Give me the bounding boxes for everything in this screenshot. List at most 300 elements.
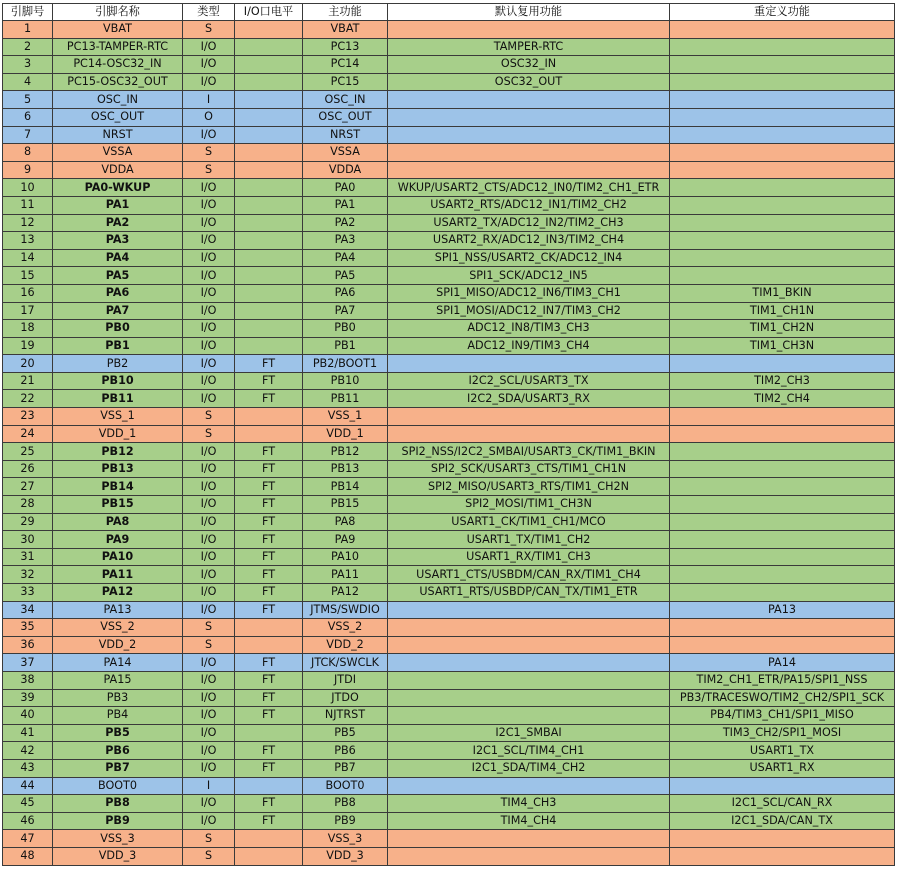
table-row [3, 302, 895, 320]
remap-function-cell [670, 636, 895, 654]
pin-number-cell: 7 [3, 126, 53, 144]
type-cell: I/O [183, 126, 235, 144]
table-row [3, 654, 895, 672]
remap-function-cell [670, 425, 895, 443]
pin-name-cell: PC13-TAMPER-RTC [53, 38, 183, 56]
table-row [3, 161, 895, 179]
pin-number-cell: 3 [3, 56, 53, 74]
io-level-cell: FT [235, 478, 303, 496]
default-alt-function-cell [388, 847, 670, 865]
default-alt-function-cell: WKUP/USART2_CTS/ADC12_IN0/TIM2_CH1_ETR [388, 179, 670, 197]
remap-function-cell [670, 478, 895, 496]
type-cell: I/O [183, 548, 235, 566]
main-function-cell: NJTRST [303, 707, 388, 725]
main-function-cell: PA8 [303, 513, 388, 531]
remap-function-cell [670, 443, 895, 461]
default-alt-function-cell: SPI2_NSS/I2C2_SMBAI/USART3_CK/TIM1_BKIN [388, 443, 670, 461]
table-row [3, 56, 895, 74]
main-function-cell: VSS_2 [303, 619, 388, 637]
main-function-cell: OSC_OUT [303, 108, 388, 126]
pin-number-cell: 35 [3, 619, 53, 637]
type-cell: I/O [183, 320, 235, 338]
io-level-cell [235, 425, 303, 443]
io-level-cell [235, 38, 303, 56]
type-cell: I/O [183, 601, 235, 619]
default-alt-function-cell: SPI2_MOSI/TIM1_CH3N [388, 496, 670, 514]
table-row [3, 337, 895, 355]
table-row [3, 408, 895, 426]
remap-function-cell [670, 73, 895, 91]
io-level-cell: FT [235, 390, 303, 408]
io-level-cell [235, 73, 303, 91]
main-function-cell: PA10 [303, 548, 388, 566]
remap-function-cell: TIM2_CH3 [670, 372, 895, 390]
pin-number-cell: 48 [3, 847, 53, 865]
pin-name-cell: PB12 [53, 443, 183, 461]
io-level-cell [235, 214, 303, 232]
main-function-cell: VSS_1 [303, 408, 388, 426]
default-alt-function-cell: USART1_CK/TIM1_CH1/MCO [388, 513, 670, 531]
io-level-cell [235, 91, 303, 109]
pin-name-cell: VSS_2 [53, 619, 183, 637]
table-row [3, 443, 895, 461]
type-cell: I/O [183, 355, 235, 373]
table-row [3, 320, 895, 338]
default-alt-function-cell: OSC32_OUT [388, 73, 670, 91]
default-alt-function-cell [388, 777, 670, 795]
pin-name-cell: PB6 [53, 742, 183, 760]
main-function-cell: PB10 [303, 372, 388, 390]
pin-number-cell: 18 [3, 320, 53, 338]
table-row [3, 707, 895, 725]
io-level-cell: FT [235, 812, 303, 830]
table-row [3, 355, 895, 373]
pin-number-cell: 9 [3, 161, 53, 179]
header-pin-name: 引脚名称 [53, 4, 183, 21]
default-alt-function-cell [388, 619, 670, 637]
io-level-cell [235, 126, 303, 144]
type-cell: I/O [183, 232, 235, 250]
default-alt-function-cell: USART1_TX/TIM1_CH2 [388, 531, 670, 549]
main-function-cell: PA3 [303, 232, 388, 250]
io-level-cell [235, 302, 303, 320]
header-type: 类型 [183, 4, 235, 21]
default-alt-function-cell [388, 425, 670, 443]
io-level-cell [235, 284, 303, 302]
pin-number-cell: 39 [3, 689, 53, 707]
table-row [3, 548, 895, 566]
pin-number-cell: 12 [3, 214, 53, 232]
type-cell: I/O [183, 372, 235, 390]
default-alt-function-cell [388, 671, 670, 689]
io-level-cell: FT [235, 707, 303, 725]
type-cell: I/O [183, 179, 235, 197]
main-function-cell: PB2/BOOT1 [303, 355, 388, 373]
table-row [3, 267, 895, 285]
default-alt-function-cell [388, 144, 670, 162]
main-function-cell: VBAT [303, 21, 388, 39]
default-alt-function-cell: SPI2_SCK/USART3_CTS/TIM1_CH1N [388, 460, 670, 478]
default-alt-function-cell [388, 21, 670, 39]
main-function-cell: VSS_3 [303, 830, 388, 848]
default-alt-function-cell: ADC12_IN8/TIM3_CH3 [388, 320, 670, 338]
type-cell: S [183, 425, 235, 443]
main-function-cell: VDDA [303, 161, 388, 179]
type-cell: I/O [183, 513, 235, 531]
pin-name-cell: PB5 [53, 724, 183, 742]
pin-name-cell: PA6 [53, 284, 183, 302]
io-level-cell: FT [235, 531, 303, 549]
pin-number-cell: 29 [3, 513, 53, 531]
remap-function-cell [670, 777, 895, 795]
type-cell: I/O [183, 56, 235, 74]
default-alt-function-cell: USART1_RX/TIM1_CH3 [388, 548, 670, 566]
type-cell: I/O [183, 73, 235, 91]
default-alt-function-cell [388, 408, 670, 426]
table-row [3, 795, 895, 813]
default-alt-function-cell [388, 355, 670, 373]
remap-function-cell [670, 232, 895, 250]
type-cell: S [183, 830, 235, 848]
pin-name-cell: PB13 [53, 460, 183, 478]
type-cell: I/O [183, 795, 235, 813]
table-row [3, 21, 895, 39]
remap-function-cell [670, 830, 895, 848]
pin-number-cell: 20 [3, 355, 53, 373]
pin-name-cell: NRST [53, 126, 183, 144]
table-row [3, 619, 895, 637]
remap-function-cell: I2C1_SCL/CAN_RX [670, 795, 895, 813]
pin-number-cell: 36 [3, 636, 53, 654]
pin-number-cell: 32 [3, 566, 53, 584]
default-alt-function-cell: USART2_TX/ADC12_IN2/TIM2_CH3 [388, 214, 670, 232]
type-cell: I/O [183, 654, 235, 672]
table-row [3, 390, 895, 408]
table-row [3, 689, 895, 707]
io-level-cell [235, 619, 303, 637]
remap-function-cell: TIM2_CH4 [670, 390, 895, 408]
type-cell: I/O [183, 496, 235, 514]
io-level-cell: FT [235, 355, 303, 373]
main-function-cell: PC15 [303, 73, 388, 91]
pin-name-cell: VSSA [53, 144, 183, 162]
type-cell: I/O [183, 742, 235, 760]
pin-number-cell: 38 [3, 671, 53, 689]
default-alt-function-cell: ADC12_IN9/TIM3_CH4 [388, 337, 670, 355]
table-row [3, 830, 895, 848]
pin-name-cell: PA9 [53, 531, 183, 549]
pin-name-cell: PB7 [53, 759, 183, 777]
io-level-cell [235, 830, 303, 848]
io-level-cell [235, 196, 303, 214]
type-cell: I/O [183, 531, 235, 549]
type-cell: I/O [183, 443, 235, 461]
main-function-cell: PA6 [303, 284, 388, 302]
type-cell: I [183, 91, 235, 109]
type-cell: I/O [183, 566, 235, 584]
main-function-cell: PA1 [303, 196, 388, 214]
pin-name-cell: PA12 [53, 584, 183, 602]
default-alt-function-cell [388, 126, 670, 144]
type-cell: I/O [183, 460, 235, 478]
pin-number-cell: 45 [3, 795, 53, 813]
io-level-cell [235, 108, 303, 126]
remap-function-cell [670, 584, 895, 602]
type-cell: S [183, 636, 235, 654]
main-function-cell: PA11 [303, 566, 388, 584]
remap-function-cell [670, 496, 895, 514]
pin-number-cell: 33 [3, 584, 53, 602]
remap-function-cell: USART1_RX [670, 759, 895, 777]
io-level-cell: FT [235, 654, 303, 672]
default-alt-function-cell: SPI1_NSS/USART2_CK/ADC12_IN4 [388, 249, 670, 267]
remap-function-cell: PB4/TIM3_CH1/SPI1_MISO [670, 707, 895, 725]
pin-name-cell: PC15-OSC32_OUT [53, 73, 183, 91]
main-function-cell: PA2 [303, 214, 388, 232]
remap-function-cell [670, 56, 895, 74]
pin-name-cell: PB10 [53, 372, 183, 390]
default-alt-function-cell [388, 601, 670, 619]
main-function-cell: PA4 [303, 249, 388, 267]
type-cell: I/O [183, 724, 235, 742]
main-function-cell: NRST [303, 126, 388, 144]
default-alt-function-cell [388, 636, 670, 654]
pin-name-cell: VDD_3 [53, 847, 183, 865]
remap-function-cell [670, 619, 895, 637]
table-row [3, 671, 895, 689]
table-row [3, 777, 895, 795]
remap-function-cell [670, 214, 895, 232]
main-function-cell: BOOT0 [303, 777, 388, 795]
pin-number-cell: 41 [3, 724, 53, 742]
pin-name-cell: PB14 [53, 478, 183, 496]
io-level-cell [235, 408, 303, 426]
main-function-cell: JTDI [303, 671, 388, 689]
table-row [3, 144, 895, 162]
default-alt-function-cell: I2C1_SDA/TIM4_CH2 [388, 759, 670, 777]
remap-function-cell: USART1_TX [670, 742, 895, 760]
pin-number-cell: 24 [3, 425, 53, 443]
default-alt-function-cell: I2C2_SCL/USART3_TX [388, 372, 670, 390]
pin-name-cell: VDD_1 [53, 425, 183, 443]
header-main-function: 主功能 [303, 4, 388, 21]
io-level-cell: FT [235, 372, 303, 390]
pin-definition-table [2, 3, 895, 866]
pin-number-cell: 46 [3, 812, 53, 830]
pin-number-cell: 34 [3, 601, 53, 619]
main-function-cell: PB11 [303, 390, 388, 408]
io-level-cell [235, 144, 303, 162]
default-alt-function-cell [388, 707, 670, 725]
remap-function-cell [670, 196, 895, 214]
header-default-alt-function: 默认复用功能 [388, 4, 670, 21]
pin-number-cell: 19 [3, 337, 53, 355]
main-function-cell: PB5 [303, 724, 388, 742]
pin-number-cell: 8 [3, 144, 53, 162]
pin-name-cell: PC14-OSC32_IN [53, 56, 183, 74]
pin-name-cell: PA8 [53, 513, 183, 531]
type-cell: I/O [183, 759, 235, 777]
default-alt-function-cell: TIM4_CH4 [388, 812, 670, 830]
remap-function-cell [670, 531, 895, 549]
pin-name-cell: PA3 [53, 232, 183, 250]
table-row [3, 584, 895, 602]
pin-number-cell: 26 [3, 460, 53, 478]
io-level-cell [235, 267, 303, 285]
main-function-cell: PB1 [303, 337, 388, 355]
remap-function-cell [670, 460, 895, 478]
table-row [3, 108, 895, 126]
main-function-cell: JTMS/SWDIO [303, 601, 388, 619]
type-cell: I/O [183, 267, 235, 285]
default-alt-function-cell [388, 830, 670, 848]
main-function-cell: PC13 [303, 38, 388, 56]
header-remap-function: 重定义功能 [670, 4, 895, 21]
default-alt-function-cell: I2C2_SDA/USART3_RX [388, 390, 670, 408]
pin-number-cell: 15 [3, 267, 53, 285]
table-row [3, 126, 895, 144]
default-alt-function-cell: USART1_CTS/USBDM/CAN_RX/TIM1_CH4 [388, 566, 670, 584]
table-row [3, 249, 895, 267]
table-row [3, 601, 895, 619]
remap-function-cell [670, 548, 895, 566]
pin-number-cell: 13 [3, 232, 53, 250]
type-cell: I/O [183, 337, 235, 355]
pin-number-cell: 23 [3, 408, 53, 426]
type-cell: I/O [183, 249, 235, 267]
remap-function-cell: TIM1_CH3N [670, 337, 895, 355]
pin-name-cell: PA1 [53, 196, 183, 214]
table-row [3, 513, 895, 531]
pin-name-cell: PB8 [53, 795, 183, 813]
pin-number-cell: 6 [3, 108, 53, 126]
io-level-cell [235, 232, 303, 250]
pin-number-cell: 31 [3, 548, 53, 566]
pin-number-cell: 11 [3, 196, 53, 214]
default-alt-function-cell: SPI2_MISO/USART3_RTS/TIM1_CH2N [388, 478, 670, 496]
remap-function-cell [670, 38, 895, 56]
table-row [3, 425, 895, 443]
type-cell: I/O [183, 390, 235, 408]
io-level-cell: FT [235, 795, 303, 813]
main-function-cell: PA12 [303, 584, 388, 602]
pin-number-cell: 40 [3, 707, 53, 725]
main-function-cell: PB9 [303, 812, 388, 830]
default-alt-function-cell [388, 689, 670, 707]
io-level-cell [235, 179, 303, 197]
io-level-cell: FT [235, 513, 303, 531]
remap-function-cell: TIM2_CH1_ETR/PA15/SPI1_NSS [670, 671, 895, 689]
pin-number-cell: 42 [3, 742, 53, 760]
default-alt-function-cell: TIM4_CH3 [388, 795, 670, 813]
pin-number-cell: 22 [3, 390, 53, 408]
pin-number-cell: 28 [3, 496, 53, 514]
pin-number-cell: 1 [3, 21, 53, 39]
remap-function-cell: PA14 [670, 654, 895, 672]
io-level-cell [235, 249, 303, 267]
type-cell: I/O [183, 812, 235, 830]
pin-number-cell: 5 [3, 91, 53, 109]
default-alt-function-cell [388, 91, 670, 109]
table-row [3, 496, 895, 514]
remap-function-cell [670, 267, 895, 285]
remap-function-cell [670, 179, 895, 197]
remap-function-cell [670, 847, 895, 865]
remap-function-cell [670, 566, 895, 584]
default-alt-function-cell: OSC32_IN [388, 56, 670, 74]
pin-name-cell: PB11 [53, 390, 183, 408]
table-row [3, 73, 895, 91]
remap-function-cell: I2C1_SDA/CAN_TX [670, 812, 895, 830]
io-level-cell: FT [235, 584, 303, 602]
table-row [3, 38, 895, 56]
table-row [3, 531, 895, 549]
default-alt-function-cell: SPI1_MISO/ADC12_IN6/TIM3_CH1 [388, 284, 670, 302]
header-io-level: I/O口电平 [235, 4, 303, 21]
main-function-cell: PB12 [303, 443, 388, 461]
pin-name-cell: VSS_3 [53, 830, 183, 848]
main-function-cell: PB7 [303, 759, 388, 777]
pin-name-cell: PB3 [53, 689, 183, 707]
table-row [3, 742, 895, 760]
default-alt-function-cell: USART1_RTS/USBDP/CAN_TX/TIM1_ETR [388, 584, 670, 602]
table-body [3, 21, 895, 866]
type-cell: I/O [183, 302, 235, 320]
io-level-cell [235, 847, 303, 865]
table-row [3, 566, 895, 584]
io-level-cell [235, 777, 303, 795]
main-function-cell: PC14 [303, 56, 388, 74]
io-level-cell: FT [235, 496, 303, 514]
type-cell: S [183, 161, 235, 179]
io-level-cell [235, 21, 303, 39]
io-level-cell: FT [235, 443, 303, 461]
io-level-cell: FT [235, 759, 303, 777]
io-level-cell [235, 161, 303, 179]
type-cell: S [183, 408, 235, 426]
table-row [3, 91, 895, 109]
io-level-cell: FT [235, 548, 303, 566]
pin-number-cell: 2 [3, 38, 53, 56]
main-function-cell: PB15 [303, 496, 388, 514]
remap-function-cell: TIM1_CH2N [670, 320, 895, 338]
pin-name-cell: PA0-WKUP [53, 179, 183, 197]
main-function-cell: JTDO [303, 689, 388, 707]
default-alt-function-cell: SPI1_MOSI/ADC12_IN7/TIM3_CH2 [388, 302, 670, 320]
default-alt-function-cell: I2C1_SCL/TIM4_CH1 [388, 742, 670, 760]
main-function-cell: VDD_2 [303, 636, 388, 654]
type-cell: S [183, 21, 235, 39]
remap-function-cell [670, 161, 895, 179]
pin-name-cell: PA10 [53, 548, 183, 566]
main-function-cell: PB8 [303, 795, 388, 813]
remap-function-cell [670, 249, 895, 267]
pin-name-cell: PB2 [53, 355, 183, 373]
table-row [3, 232, 895, 250]
remap-function-cell [670, 108, 895, 126]
pin-name-cell: OSC_IN [53, 91, 183, 109]
main-function-cell: PB6 [303, 742, 388, 760]
pin-number-cell: 21 [3, 372, 53, 390]
pin-name-cell: PB15 [53, 496, 183, 514]
remap-function-cell: TIM3_CH2/SPI1_MOSI [670, 724, 895, 742]
type-cell: S [183, 619, 235, 637]
io-level-cell: FT [235, 671, 303, 689]
default-alt-function-cell: USART2_RX/ADC12_IN3/TIM2_CH4 [388, 232, 670, 250]
remap-function-cell [670, 408, 895, 426]
pin-name-cell: PA5 [53, 267, 183, 285]
io-level-cell: FT [235, 460, 303, 478]
